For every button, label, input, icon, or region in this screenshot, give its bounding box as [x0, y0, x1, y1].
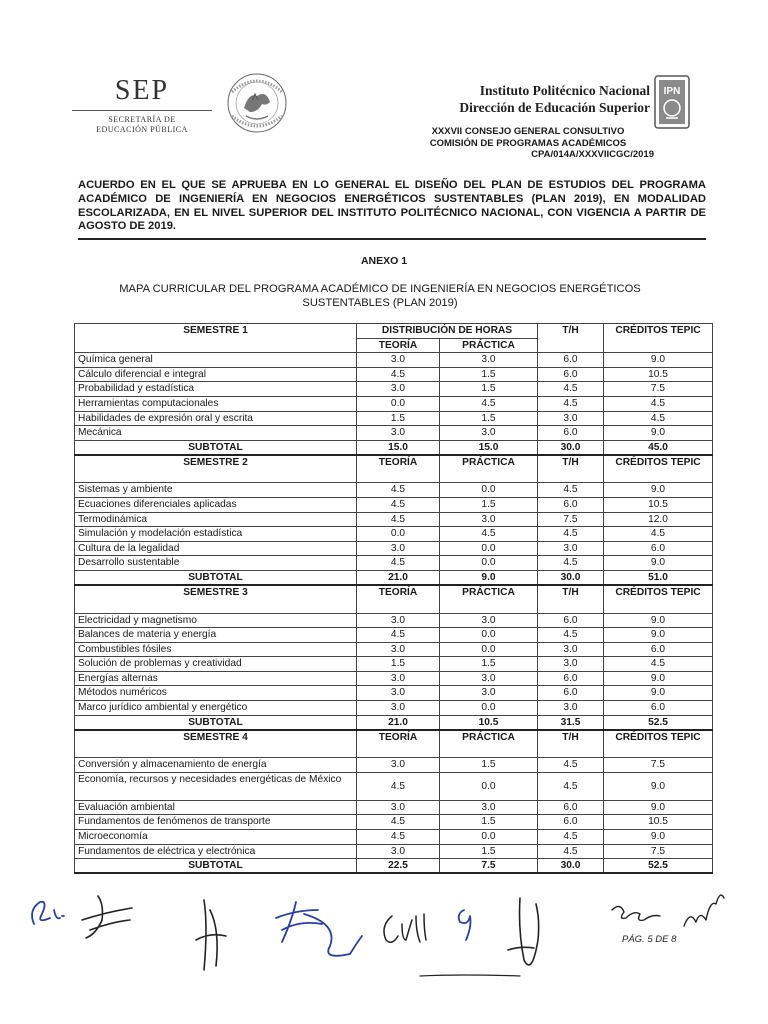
teoria-value: 4.5 — [357, 830, 440, 845]
teoria-value: 3.0 — [357, 671, 440, 686]
course-row — [75, 497, 713, 512]
creditos-value: 4.5 — [604, 396, 713, 411]
teoria-value: 0.0 — [357, 396, 440, 411]
creditos-header: CRÉDITOS TEPIC — [604, 324, 713, 353]
th-value: 4.5 — [538, 772, 604, 800]
course-row — [75, 758, 713, 773]
course-name: Balances de materia y energía — [75, 628, 357, 643]
th-value: 4.5 — [538, 396, 604, 411]
teoria-header: TEORÍA — [357, 585, 440, 613]
creditos-value: 9.0 — [604, 613, 713, 628]
course-row — [75, 426, 713, 441]
practica-value: 3.0 — [440, 353, 538, 368]
course-name: Marco jurídico ambiental y energético — [75, 701, 357, 716]
signature-7 — [508, 898, 539, 965]
th-value: 4.5 — [538, 844, 604, 859]
sep-logo-block — [72, 76, 212, 135]
subtotal-creditos: 52.5 — [604, 859, 713, 874]
th-value: 6.0 — [538, 426, 604, 441]
subtotal-creditos: 51.0 — [604, 570, 713, 585]
signature-1 — [32, 902, 64, 924]
teoria-value: 1.5 — [357, 411, 440, 426]
subtotal-row — [75, 440, 713, 455]
practica-value: 1.5 — [440, 411, 538, 426]
teoria-value: 3.0 — [357, 800, 440, 815]
signature-6 — [459, 910, 471, 940]
creditos-value: 7.5 — [604, 844, 713, 859]
th-value: 6.0 — [538, 671, 604, 686]
subtotal-row — [75, 715, 713, 730]
course-name: Química general — [75, 353, 357, 368]
curriculum-table-body — [75, 324, 713, 874]
course-row — [75, 830, 713, 845]
creditos-value: 9.0 — [604, 686, 713, 701]
course-row — [75, 382, 713, 397]
subtotal-practica: 9.0 — [440, 570, 538, 585]
course-name: Ecuaciones diferenciales aplicadas — [75, 497, 357, 512]
practica-value: 1.5 — [440, 758, 538, 773]
practica-value: 3.0 — [440, 800, 538, 815]
practica-value: 0.0 — [440, 772, 538, 800]
anexo-title: ANEXO 1 — [360, 255, 408, 267]
creditos-value: 6.0 — [604, 541, 713, 556]
practica-value: 0.0 — [440, 628, 538, 643]
subtotal-th: 31.5 — [538, 715, 604, 730]
creditos-value: 6.0 — [604, 642, 713, 657]
teoria-value: 3.0 — [357, 382, 440, 397]
th-value: 6.0 — [538, 815, 604, 830]
practica-header: PRÁCTICA — [440, 730, 538, 758]
course-row — [75, 541, 713, 556]
teoria-value: 3.0 — [357, 701, 440, 716]
semester-title: SEMESTRE 3 — [75, 585, 357, 613]
course-name: Sistemas y ambiente — [75, 483, 357, 498]
curriculum-table — [74, 323, 713, 874]
subtotal-label: SUBTOTAL — [75, 570, 357, 585]
creditos-value: 12.0 — [604, 512, 713, 527]
course-name: Evaluación ambiental — [75, 800, 357, 815]
th-value: 4.5 — [538, 382, 604, 397]
course-name: Habilidades de expresión oral y escrita — [75, 411, 357, 426]
ipn-logo-text: IPN — [663, 86, 681, 97]
th-value: 6.0 — [538, 353, 604, 368]
th-value: 4.5 — [538, 556, 604, 571]
subtotal-th: 30.0 — [538, 440, 604, 455]
teoria-value: 4.5 — [357, 497, 440, 512]
practica-value: 0.0 — [440, 701, 538, 716]
teoria-value: 3.0 — [357, 844, 440, 859]
course-name: Simulación y modelación estadística — [75, 527, 357, 542]
subtotal-teoria: 21.0 — [357, 570, 440, 585]
course-row — [75, 686, 713, 701]
signature-3 — [196, 900, 226, 970]
sep-subtitle-2: EDUCACIÓN PÚBLICA — [96, 125, 188, 134]
th-value: 6.0 — [538, 367, 604, 382]
mapa-title-line-1: MAPA CURRICULAR DEL PROGRAMA ACADÉMICO DE INGENIERÍA EN NEGOCIOS ENERGÉTICOS — [119, 283, 641, 295]
creditos-value: 10.5 — [604, 815, 713, 830]
teoria-value: 3.0 — [357, 686, 440, 701]
subtotal-label: SUBTOTAL — [75, 440, 357, 455]
subtotal-creditos: 52.5 — [604, 715, 713, 730]
teoria-value: 4.5 — [357, 815, 440, 830]
consejo-line-2: COMISIÓN DE PROGRAMAS ACADÉMICOS — [429, 137, 627, 149]
semester-header-row — [75, 324, 713, 339]
subtotal-row — [75, 859, 713, 874]
th-value: 3.0 — [538, 541, 604, 556]
sep-divider — [72, 110, 212, 111]
creditos-header: CRÉDITOS TEPIC — [604, 455, 713, 483]
acuerdo-divider — [78, 238, 706, 240]
teoria-value: 4.5 — [357, 483, 440, 498]
subtotal-practica: 10.5 — [440, 715, 538, 730]
teoria-value: 3.0 — [357, 353, 440, 368]
subtotal-teoria: 22.5 — [357, 859, 440, 874]
teoria-value: 0.0 — [357, 527, 440, 542]
course-name: Economía, recursos y necesidades energéticas de México — [75, 772, 357, 800]
th-value: 3.0 — [538, 701, 604, 716]
creditos-value: 10.5 — [604, 367, 713, 382]
th-value: 6.0 — [538, 686, 604, 701]
teoria-value: 3.0 — [357, 613, 440, 628]
course-row — [75, 657, 713, 672]
ipn-header — [459, 82, 650, 116]
course-row — [75, 642, 713, 657]
practica-value: 3.0 — [440, 613, 538, 628]
th-header: T/H — [538, 585, 604, 613]
course-row — [75, 772, 713, 800]
creditos-value: 9.0 — [604, 671, 713, 686]
ipn-logo-icon — [651, 70, 693, 134]
course-row — [75, 556, 713, 571]
practica-header: PRÁCTICA — [440, 338, 538, 353]
practica-value: 1.5 — [440, 657, 538, 672]
course-row — [75, 800, 713, 815]
course-row — [75, 628, 713, 643]
creditos-value: 7.5 — [604, 382, 713, 397]
teoria-header: TEORÍA — [357, 730, 440, 758]
signature-2 — [82, 896, 132, 938]
th-value: 3.0 — [538, 642, 604, 657]
course-row — [75, 396, 713, 411]
course-name: Mecánica — [75, 426, 357, 441]
practica-value: 0.0 — [440, 642, 538, 657]
creditos-value: 9.0 — [604, 772, 713, 800]
practica-value: 3.0 — [440, 512, 538, 527]
creditos-header: CRÉDITOS TEPIC — [604, 585, 713, 613]
signature-9 — [612, 906, 660, 920]
subtotal-row — [75, 570, 713, 585]
course-name: Fundamentos de eléctrica y electrónica — [75, 844, 357, 859]
creditos-value: 4.5 — [604, 527, 713, 542]
th-value: 3.0 — [538, 411, 604, 426]
practica-header: PRÁCTICA — [440, 585, 538, 613]
semester-header-row — [75, 455, 713, 483]
creditos-value: 10.5 — [604, 497, 713, 512]
creditos-value: 9.0 — [604, 426, 713, 441]
semester-title: SEMESTRE 2 — [75, 455, 357, 483]
th-value: 4.5 — [538, 527, 604, 542]
acuerdo-heading: ACUERDO EN EL QUE SE APRUEBA EN LO GENERAL EL DISEÑO DEL PLAN DE ESTUDIOS DEL PROGRAMA ACADÉMICO DE INGENIERÍA EN NEGOCIOS ENERGÉTICOS SUSTENTABLES (PLAN 2019), EN MODALIDAD ESCOLARIZADA, EN EL NIVEL SUPERIOR DEL INSTITUTO POLITÉCNICO NACIONAL, CON VIGENCIA A PARTIR DE AGOSTO DE 2019. — [78, 179, 706, 233]
teoria-value: 4.5 — [357, 556, 440, 571]
subtotal-th: 30.0 — [538, 570, 604, 585]
creditos-value: 9.0 — [604, 556, 713, 571]
practica-value: 4.5 — [440, 527, 538, 542]
course-name: Energías alternas — [75, 671, 357, 686]
creditos-value: 9.0 — [604, 483, 713, 498]
creditos-value: 9.0 — [604, 353, 713, 368]
th-value: 4.5 — [538, 628, 604, 643]
mapa-title-line-2: SUSTENTABLES (PLAN 2019) — [302, 296, 458, 309]
teoria-value: 3.0 — [357, 426, 440, 441]
course-name: Combustibles fósiles — [75, 642, 357, 657]
practica-value: 1.5 — [440, 497, 538, 512]
consejo-line-1: XXXVII CONSEJO GENERAL CONSULTIVO — [431, 126, 625, 137]
mapa-title — [80, 283, 680, 310]
subtotal-label: SUBTOTAL — [75, 715, 357, 730]
page-number: PÁG. 5 DE 8 — [622, 934, 677, 945]
semester-title: SEMESTRE 4 — [75, 730, 357, 758]
course-row — [75, 815, 713, 830]
creditos-value: 9.0 — [604, 830, 713, 845]
th-value: 7.5 — [538, 512, 604, 527]
creditos-header: CRÉDITOS TEPIC — [604, 730, 713, 758]
semester-title: SEMESTRE 1 — [75, 324, 357, 353]
th-value: 4.5 — [538, 483, 604, 498]
course-name: Fundamentos de fenómenos de transporte — [75, 815, 357, 830]
course-row — [75, 367, 713, 382]
th-header: T/H — [538, 324, 604, 353]
course-name: Conversión y almacenamiento de energía — [75, 758, 357, 773]
teoria-value: 4.5 — [357, 628, 440, 643]
teoria-value: 4.5 — [357, 367, 440, 382]
national-seal-icon — [222, 72, 292, 134]
th-value: 6.0 — [538, 800, 604, 815]
creditos-value: 9.0 — [604, 628, 713, 643]
teoria-value: 4.5 — [357, 512, 440, 527]
course-row — [75, 353, 713, 368]
course-row — [75, 701, 713, 716]
th-header: T/H — [538, 455, 604, 483]
teoria-header: TEORÍA — [357, 455, 440, 483]
semester-header-row — [75, 585, 713, 613]
subtotal-practica: 15.0 — [440, 440, 538, 455]
th-value: 4.5 — [538, 758, 604, 773]
teoria-value: 3.0 — [357, 541, 440, 556]
practica-value: 0.0 — [440, 830, 538, 845]
consejo-reference: CPA/014A/XXXVIICGC/2019 — [531, 149, 654, 160]
practica-value: 0.0 — [440, 556, 538, 571]
course-name: Cálculo diferencial e integral — [75, 367, 357, 382]
distribucion-header: DISTRIBUCIÓN DE HORAS — [357, 324, 538, 339]
signature-10 — [684, 895, 724, 926]
course-name: Solución de problemas y creatividad — [75, 657, 357, 672]
subtotal-th: 30.0 — [538, 859, 604, 874]
subtotal-teoria: 15.0 — [357, 440, 440, 455]
teoria-value: 4.5 — [357, 772, 440, 800]
practica-value: 1.5 — [440, 844, 538, 859]
practica-value: 3.0 — [440, 671, 538, 686]
course-name: Desarrollo sustentable — [75, 556, 357, 571]
teoria-header: TEORÍA — [357, 338, 440, 353]
course-name: Termodinámica — [75, 512, 357, 527]
practica-value: 1.5 — [440, 815, 538, 830]
practica-value: 3.0 — [440, 426, 538, 441]
th-header: T/H — [538, 730, 604, 758]
ipn-title: Instituto Politécnico Nacional — [479, 83, 650, 98]
subtotal-teoria: 21.0 — [357, 715, 440, 730]
th-value: 6.0 — [538, 613, 604, 628]
teoria-value: 1.5 — [357, 657, 440, 672]
course-name: Métodos numéricos — [75, 686, 357, 701]
course-row — [75, 483, 713, 498]
course-row — [75, 411, 713, 426]
sep-subtitle-1: SECRETARÍA DE — [108, 115, 176, 124]
th-value: 6.0 — [538, 497, 604, 512]
creditos-value: 6.0 — [604, 701, 713, 716]
signature-4 — [276, 902, 362, 956]
practica-value: 0.0 — [440, 483, 538, 498]
course-name: Microeconomía — [75, 830, 357, 845]
course-row — [75, 613, 713, 628]
creditos-value: 4.5 — [604, 657, 713, 672]
course-name: Cultura de la legalidad — [75, 541, 357, 556]
semester-header-row — [75, 730, 713, 758]
teoria-value: 3.0 — [357, 642, 440, 657]
course-name: Herramientas computacionales — [75, 396, 357, 411]
practica-value: 0.0 — [440, 541, 538, 556]
sep-logo: SEP — [114, 75, 170, 106]
subtotal-practica: 7.5 — [440, 859, 538, 874]
practica-value: 4.5 — [440, 396, 538, 411]
th-value: 3.0 — [538, 657, 604, 672]
course-row — [75, 671, 713, 686]
creditos-value: 4.5 — [604, 411, 713, 426]
subtotal-label: SUBTOTAL — [75, 859, 357, 874]
th-value: 4.5 — [538, 830, 604, 845]
course-name: Electricidad y magnetismo — [75, 613, 357, 628]
consejo-block — [402, 126, 654, 161]
course-row — [75, 512, 713, 527]
practica-value: 3.0 — [440, 686, 538, 701]
teoria-value: 3.0 — [357, 758, 440, 773]
practica-value: 1.5 — [440, 367, 538, 382]
course-row — [75, 844, 713, 859]
subtotal-creditos: 45.0 — [604, 440, 713, 455]
signature-5 — [384, 914, 426, 942]
practica-header: PRÁCTICA — [440, 455, 538, 483]
course-name: Probabilidad y estadística — [75, 382, 357, 397]
course-row — [75, 527, 713, 542]
creditos-value: 9.0 — [604, 800, 713, 815]
practica-value: 1.5 — [440, 382, 538, 397]
signature-8 — [420, 975, 520, 976]
creditos-value: 7.5 — [604, 758, 713, 773]
ipn-direction: Dirección de Educación Superior — [459, 100, 650, 115]
